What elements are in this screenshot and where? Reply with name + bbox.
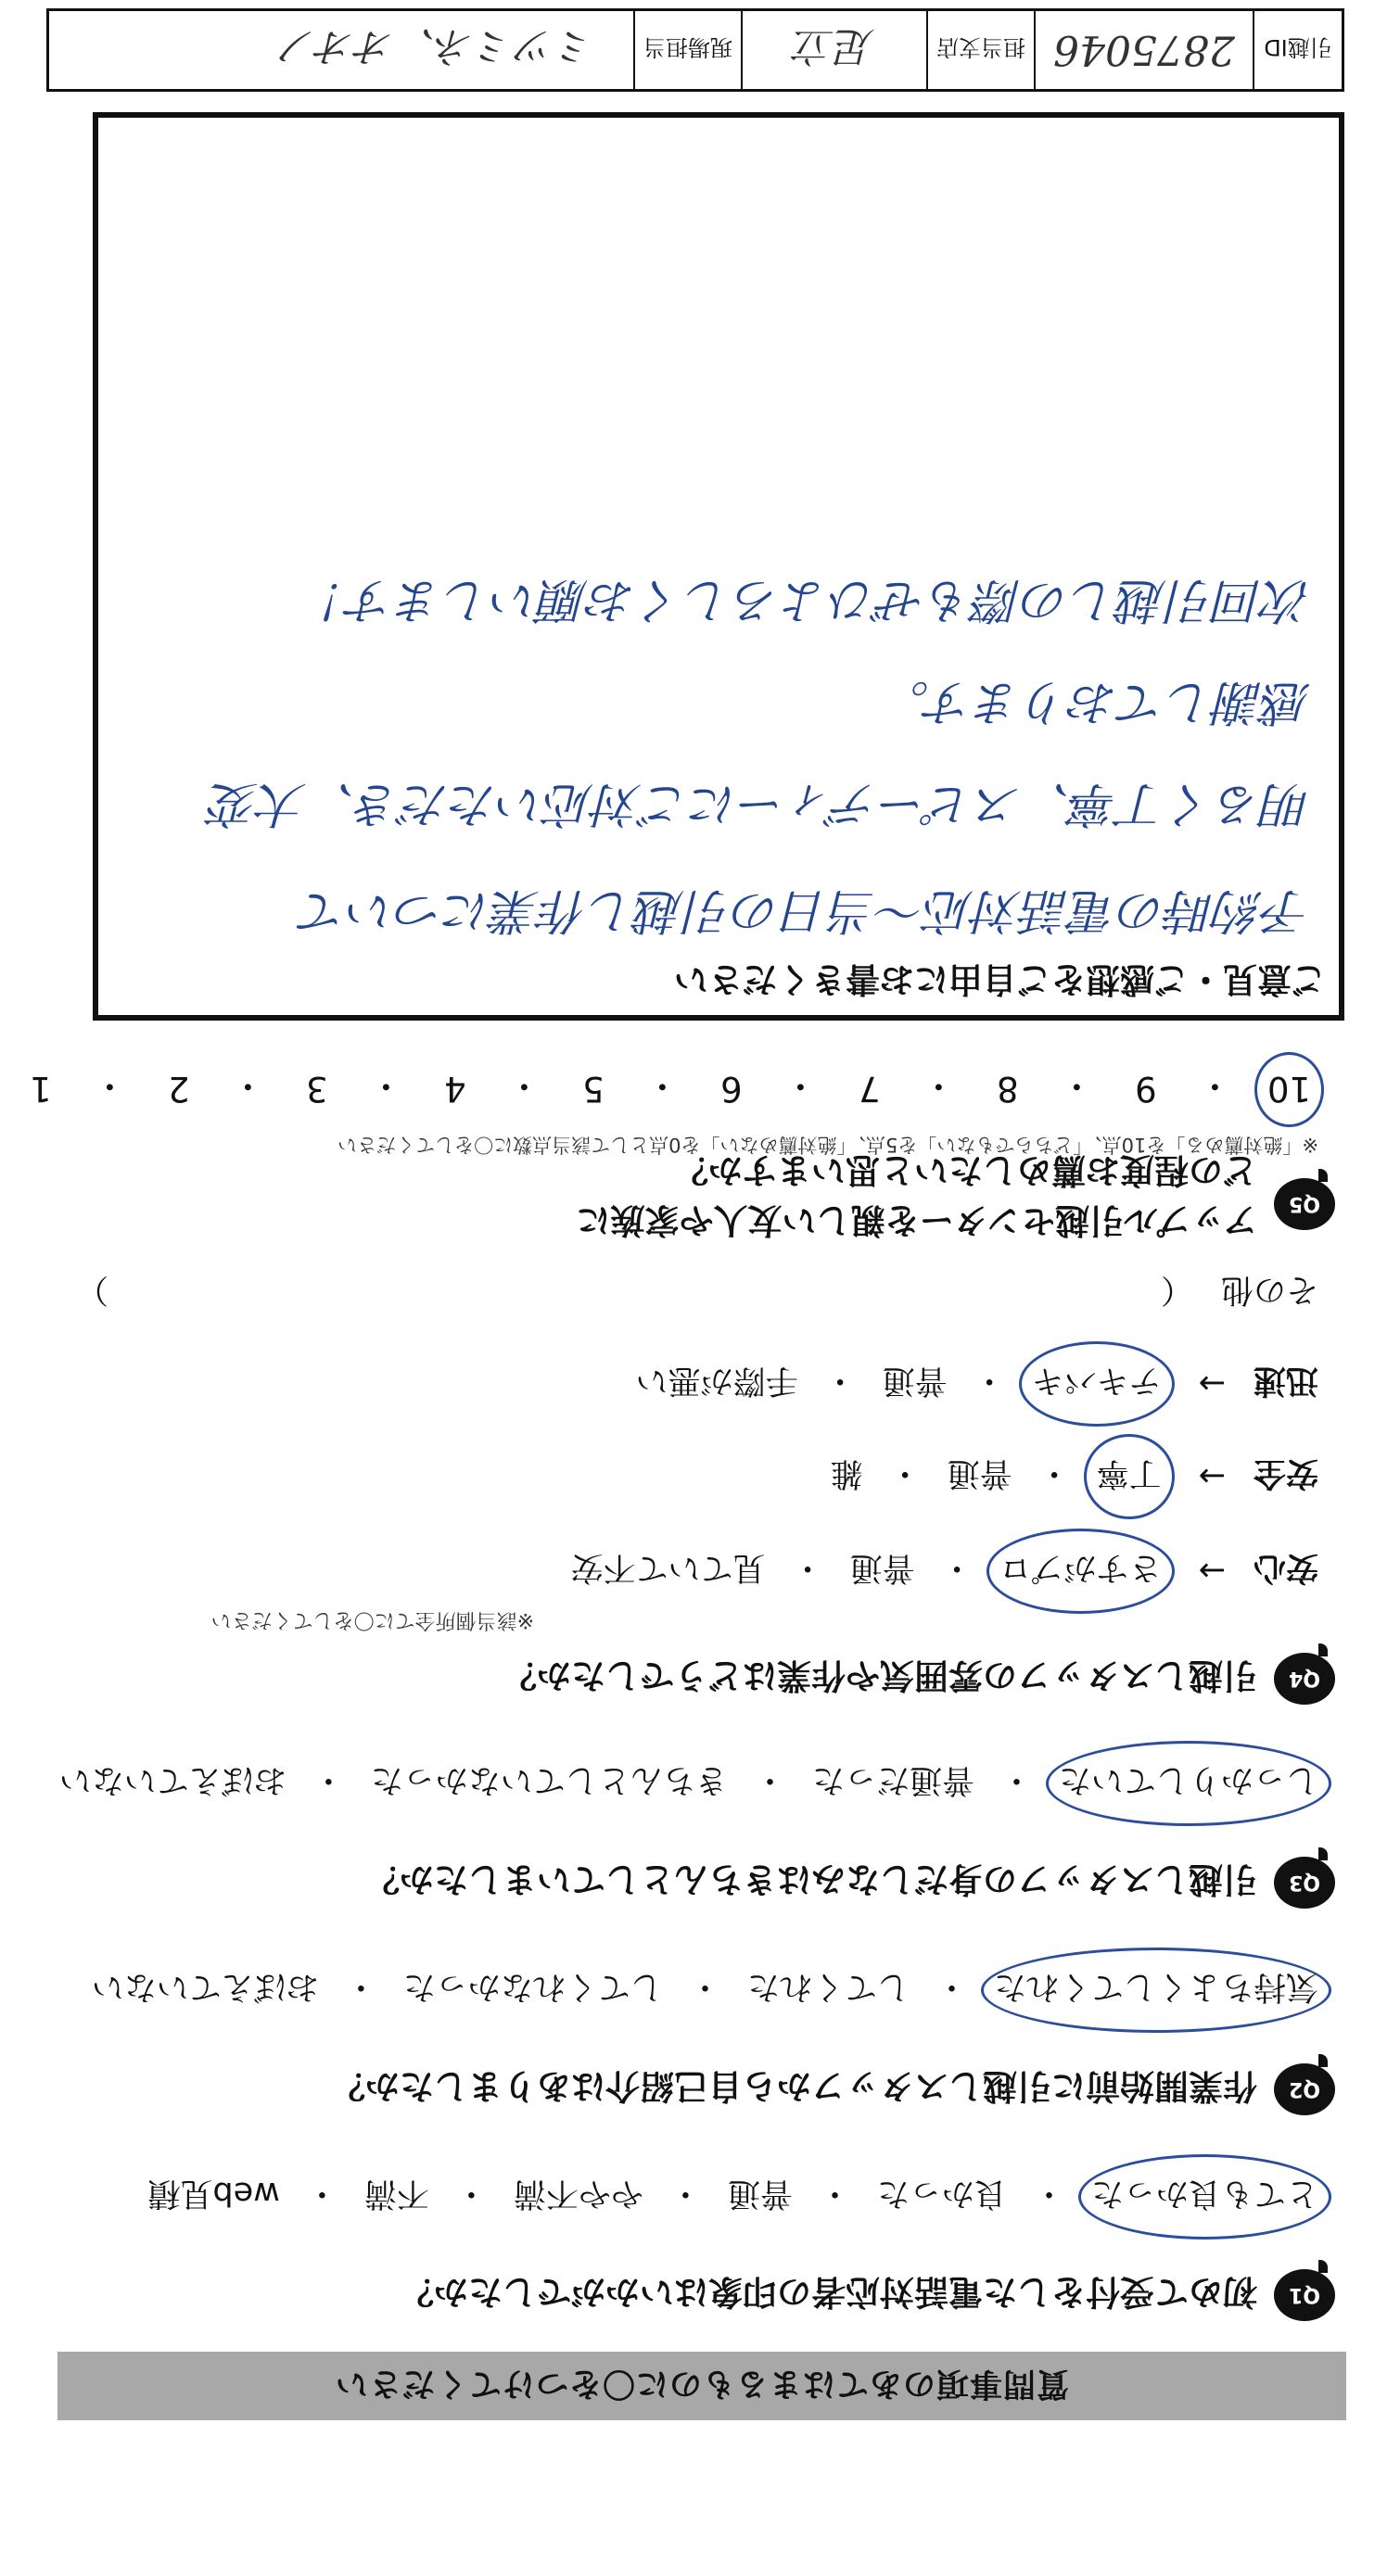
q1-option-normal[interactable]: 普通 (727, 2175, 793, 2212)
comment-line-3: 感謝しております。 (881, 674, 1311, 730)
section-header: 質問事項のあてはまるものに〇をつけてください (57, 2352, 1346, 2420)
q1-option-unsatisfied[interactable]: 不満 (363, 2175, 429, 2212)
comment-box[interactable] (93, 112, 1344, 1021)
q5-score-9[interactable]: 9 (1135, 1069, 1157, 1110)
arrow-right-icon: → (1198, 1552, 1226, 1589)
leader-value: ミツミネ、オオノ (275, 22, 596, 70)
q1-badge: Q1 (1274, 2269, 1335, 2321)
q1-text: 初めて受付をした電話対応者の印象はいかがでしたか？ (400, 2272, 1257, 2312)
q4-row-safety: 安全 → 丁寧 ・ 普通 ・ 雑 (831, 1453, 1318, 1499)
info-table (46, 8, 1344, 92)
q3-badge: Q3 (1274, 1857, 1335, 1909)
q4-row-3-option-efficient[interactable]: テキパキ (1032, 1360, 1162, 1406)
move-id-value: 2875046 (1034, 11, 1253, 89)
q5-score-6[interactable]: 6 (720, 1069, 743, 1110)
q4-other (76, 1269, 1318, 1315)
q1-option-very-good[interactable]: とても良かった (1091, 2173, 1318, 2219)
q5-note: ※「絶対薦める」を10点、「どちらでもない」を5点、「絶対薦めない」を0点として該当点数に〇をしてください (337, 1134, 1318, 1156)
question-2 (331, 2063, 1335, 2115)
q4-row-3-category: 迅速 (1253, 1362, 1318, 1399)
q5-badge: Q5 (1274, 1178, 1335, 1230)
arrow-right-icon: → (1198, 1364, 1226, 1402)
q3-option-not-neat[interactable]: きちんとしていなかった (370, 1761, 728, 1798)
branch-label: 担当支店 (926, 11, 1034, 89)
q4-row-2-option-careful[interactable]: 丁寧 (1097, 1453, 1162, 1499)
q4-other-close-paren: ） (76, 1271, 109, 1308)
q4-row-2-category: 安全 (1253, 1454, 1318, 1491)
q4-row-1-option-pro[interactable]: さすがプロ (999, 1547, 1162, 1593)
comment-line-2: 明るく丁寧、スピーディーにご対応いただき、大変 (210, 776, 1311, 831)
q1-options: とても良かった ・ 良かった ・ 普通 ・ やや不満 ・ 不満 ・ web見積 (147, 2173, 1318, 2219)
comment-line-1: 予約時の電話対応～当日の引越し作業について (299, 882, 1311, 938)
question-4 (503, 1653, 1335, 1705)
q5-score-4[interactable]: 4 (444, 1069, 466, 1110)
q4-row-2-option-rough[interactable]: 雑 (830, 1454, 863, 1491)
q2-text: 作業開始前に引越しスタッフから自己紹介はありましたか？ (331, 2066, 1257, 2106)
q5-score-5[interactable]: 5 (582, 1069, 605, 1110)
comment-line-4: 次回引越しの際もぜひよろしくお願いします！ (298, 572, 1311, 628)
q5-text-line-2: どの程度お薦めしたいと思いますか？ (674, 1150, 1257, 1190)
q5-score-1[interactable]: 1 (30, 1069, 52, 1110)
q5-score-10[interactable]: 10 (1266, 1069, 1311, 1110)
q2-option-did[interactable]: してくれた (746, 1968, 910, 2005)
q4-row-speed: 迅速 → テキパキ ・ 普通 ・ 手際が悪い (636, 1360, 1318, 1406)
q4-other-label: その他 (1220, 1271, 1318, 1308)
q1-option-web[interactable]: web見積 (147, 2175, 280, 2212)
q3-option-neat[interactable]: しっかりしていた (1059, 1759, 1318, 1806)
q5-score-3[interactable]: 3 (306, 1069, 328, 1110)
q5-score-8[interactable]: 8 (997, 1069, 1019, 1110)
q4-row-1-category: 安心 (1253, 1549, 1318, 1586)
q2-options: 気持ちよくしてくれた ・ してくれた ・ してくれなかった ・ おぼえていない (92, 1966, 1318, 2012)
q2-option-gladly[interactable]: 気持ちよくしてくれた (994, 1966, 1318, 2012)
q3-option-normal[interactable]: 普通だった (811, 1761, 974, 1798)
q5-score-7[interactable]: 7 (859, 1069, 881, 1110)
q3-options: しっかりしていた ・ 普通だった ・ きちんとしていなかった ・ おぼえていない (59, 1759, 1318, 1806)
q4-badge: Q4 (1274, 1653, 1335, 1705)
question-3 (365, 1857, 1335, 1909)
q4-other-open-paren: （ (1160, 1271, 1193, 1308)
q4-text: 引越しスタッフの雰囲気や作業はどうでしたか？ (503, 1656, 1257, 1695)
question-1 (400, 2269, 1335, 2321)
q2-option-did-not[interactable]: してくれなかった (402, 1968, 663, 2005)
q1-option-somewhat-unsatisfied[interactable]: やや不満 (513, 2175, 643, 2212)
q4-row-1-option-normal[interactable]: 普通 (849, 1549, 915, 1586)
leader-label: 現場担当 (633, 11, 741, 89)
q4-row-1-option-anxious[interactable]: 見ていて不安 (570, 1549, 766, 1586)
q3-option-dont-remember[interactable]: おぼえていない (58, 1761, 286, 1798)
comment-title: ご意見・ご感想をご自由にお書きください (674, 959, 1326, 999)
branch-value: 足立 (741, 11, 926, 89)
q5-text-line-1: アップル引越センターを親しい友人や家族に (576, 1200, 1257, 1240)
q4-row-2-option-normal[interactable]: 普通 (947, 1454, 1012, 1491)
q2-badge: Q2 (1274, 2063, 1335, 2115)
q4-row-3-option-normal[interactable]: 普通 (882, 1362, 948, 1399)
q3-text: 引越しスタッフの身だしなみはきちんとしていましたか？ (365, 1859, 1257, 1899)
q2-option-dont-remember[interactable]: おぼえていない (91, 1968, 319, 2005)
q5-score-2[interactable]: 2 (168, 1069, 190, 1110)
arrow-right-icon: → (1198, 1457, 1226, 1494)
q1-option-good[interactable]: 良かった (876, 2175, 1007, 2212)
q4-row-peace-of-mind: 安心 → さすがプロ ・ 普通 ・ 見ていて不安 (571, 1547, 1318, 1593)
q4-row-3-option-clumsy[interactable]: 手際が悪い (635, 1362, 798, 1399)
q4-note: ※該当個所全てに〇をしてください (210, 1608, 534, 1631)
question-5 (577, 1148, 1335, 1249)
q5-scale: 10 ・ 9 ・ 8 ・ 7 ・ 6 ・ 5 ・ 4 ・ 3 ・ 2 ・ 1 (0, 1064, 1311, 1114)
move-id-label: 引越ID (1253, 11, 1342, 89)
